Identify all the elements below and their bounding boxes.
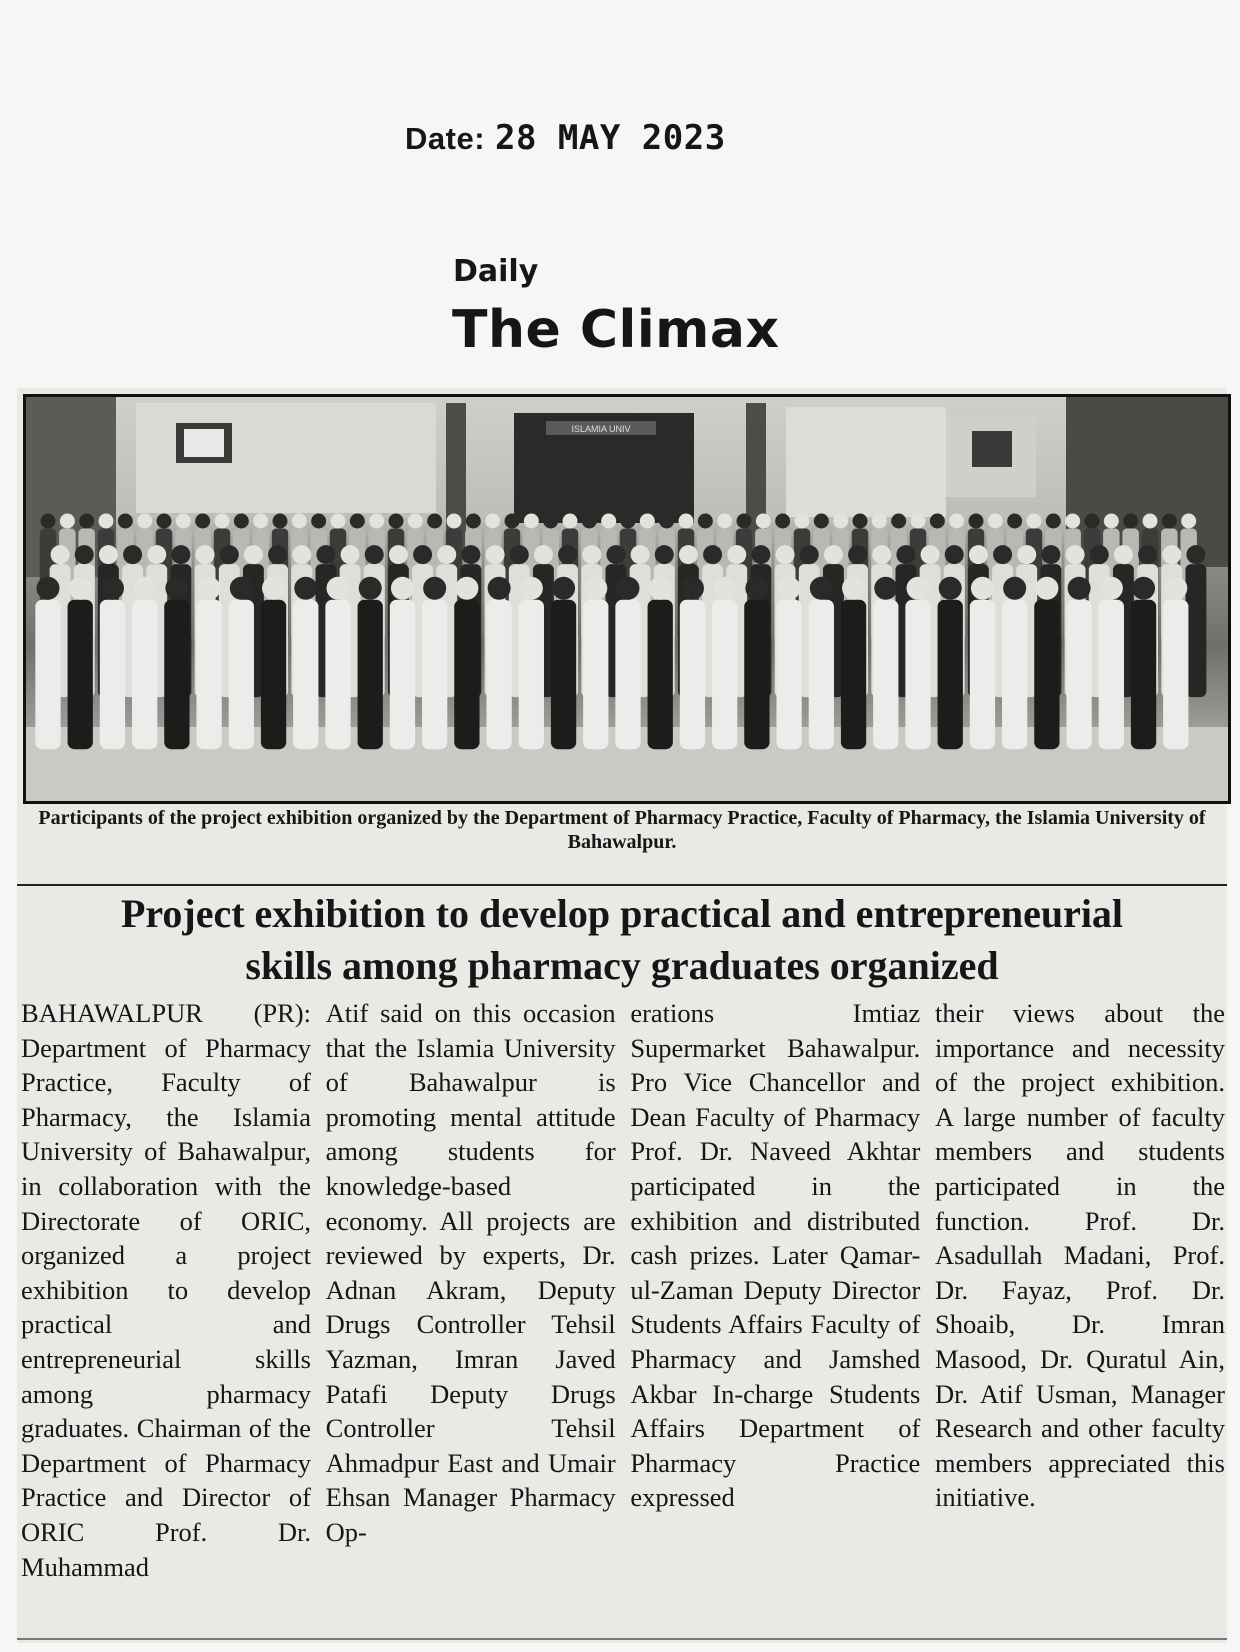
- photo-figure-head: [717, 514, 732, 529]
- article-body: [21, 996, 1225, 1584]
- photo-figure-body: [873, 600, 898, 750]
- photo-figure-head: [327, 577, 350, 600]
- photo-figure-head: [520, 577, 543, 600]
- photo-figure-body: [583, 600, 608, 750]
- photo-figure-body: [390, 600, 415, 750]
- column-1-text: BAHAWALPUR (PR): Department of Pharmacy Practice, Faculty of Pharmacy, the Islamia University of Bahawalpur, in collaboration with the Directorate of ORIC, organized a project exhibition to develop practical and entrepreneurial skills among pharmacy graduates. Chairman of the Department of Pharmacy Practice and Director of ORIC Prof. Dr. Muhammad: [21, 998, 311, 1582]
- photo-figure-head: [582, 514, 597, 529]
- photo-figure-head: [196, 545, 215, 564]
- photo-figure-head: [413, 545, 432, 564]
- photo-figure-head: [1143, 514, 1158, 529]
- photo-figure-head: [563, 514, 578, 529]
- photo-figure-head: [1162, 545, 1181, 564]
- photo-figure-head: [123, 545, 142, 564]
- photo-figure-head: [147, 545, 166, 564]
- photo-figure-head: [776, 545, 795, 564]
- photo-figure-head: [268, 545, 287, 564]
- photo-figure-body: [615, 600, 640, 750]
- photo-figure-head: [988, 514, 1003, 529]
- photo-figure-head: [69, 577, 92, 600]
- clipping-bottom-rule: [17, 1638, 1227, 1640]
- photo-figure-head: [1138, 545, 1157, 564]
- photo-figure-body: [744, 600, 769, 750]
- article-headline: [17, 888, 1227, 992]
- photo-figure-head: [737, 514, 752, 529]
- photo-figure-head: [1090, 545, 1109, 564]
- photo-figure-head: [1104, 514, 1119, 529]
- photo-figure-head: [485, 514, 500, 529]
- photo-figure-head: [703, 545, 722, 564]
- photo-figure-head: [795, 514, 810, 529]
- photo-figure-head: [391, 577, 414, 600]
- photo-figure-body: [776, 600, 801, 750]
- photo-figure-head: [842, 577, 865, 600]
- photo-figure-head: [294, 577, 317, 600]
- photo-figure-head: [51, 545, 70, 564]
- photo-figure-body: [1034, 600, 1059, 750]
- photo-figure-head: [1132, 577, 1155, 600]
- photo-figure-head: [872, 545, 891, 564]
- photo-figure-head: [679, 545, 698, 564]
- photo-figure-head: [1123, 514, 1138, 529]
- photo-figure-head: [681, 577, 704, 600]
- photo-figure-head: [824, 545, 843, 564]
- photo-figure-head: [365, 545, 384, 564]
- photo-figure-body: [229, 600, 254, 750]
- photo-figure-head: [230, 577, 253, 600]
- photo-figure-head: [775, 514, 790, 529]
- photo-figure-head: [215, 514, 230, 529]
- photo-figure-head: [311, 514, 326, 529]
- photo-figure-head: [486, 545, 505, 564]
- photo-figure-head: [584, 577, 607, 600]
- photo-figure-head: [331, 514, 346, 529]
- photo-figure-head: [833, 514, 848, 529]
- photo-figure-head: [874, 577, 897, 600]
- photo-figure-head: [1041, 545, 1060, 564]
- photo-figure-body: [454, 600, 479, 750]
- photo-figure-head: [176, 514, 191, 529]
- photo-figure-head: [292, 514, 307, 529]
- photo-figure-head: [558, 545, 577, 564]
- photo-figure-head: [655, 545, 674, 564]
- photo-figure-head: [41, 514, 56, 529]
- photo-figure-body: [551, 600, 576, 750]
- photo-figure-head: [118, 514, 133, 529]
- photo-figure-head: [713, 577, 736, 600]
- headline-line-1: Project exhibition to develop practical and entrepreneurial: [120, 891, 1124, 936]
- photo-figure-body: [680, 600, 705, 750]
- photo-figure-head: [359, 577, 382, 600]
- photo-figure-head: [389, 514, 404, 529]
- photo-figure-body: [293, 600, 318, 750]
- photo-figure-head: [872, 514, 887, 529]
- photo-figure-body: [648, 600, 673, 750]
- photo-figure-head: [79, 514, 94, 529]
- photo-figure-head: [101, 577, 124, 600]
- photo-figure-head: [969, 545, 988, 564]
- article-column-4: [935, 996, 1225, 1584]
- photo-figure-head: [727, 545, 746, 564]
- date-value: 28 MAY 2023: [495, 118, 726, 158]
- photo-figure-body: [422, 600, 447, 750]
- column-4-text: their views about the importance and necessity of the project exhibition. A large number of faculty members and students participated in the function. Prof. Dr. Asadullah Madani, Prof. Dr. Fayaz, Prof. Dr. Shoaib, Dr. Imran Masood, Dr. Quratul Ain, Dr. Atif Usman, Manager Research and other faculty members appreciated this initiative.: [934, 998, 1225, 1513]
- photo-figure-head: [930, 514, 945, 529]
- photo-figure-head: [896, 545, 915, 564]
- photo-figure-body: [35, 600, 60, 750]
- news-clipping: [17, 388, 1227, 1643]
- headline-line-2: skills among pharmacy graduates organized: [245, 943, 999, 988]
- photo-figure-body: [325, 600, 350, 750]
- photo-figure-head: [234, 514, 249, 529]
- photo-figure-head: [552, 577, 575, 600]
- photo-figure-head: [461, 545, 480, 564]
- photo-figure-head: [891, 514, 906, 529]
- photo-figure-head: [582, 545, 601, 564]
- photo-figure-head: [137, 514, 152, 529]
- photo-figure-body: [938, 600, 963, 750]
- clipping-date: [405, 118, 726, 158]
- photo-figure-body: [712, 600, 737, 750]
- photo-figure-head: [99, 545, 118, 564]
- photo-figure-head: [617, 577, 640, 600]
- photo-figure-head: [1114, 545, 1133, 564]
- photo-figure-head: [640, 514, 655, 529]
- photo-figure-head: [369, 514, 384, 529]
- photo-figure-body: [1163, 600, 1188, 750]
- photo-figure-head: [292, 545, 311, 564]
- building-sign: ISLAMIA UNIV: [571, 424, 631, 434]
- photo-caption: Participants of the project exhibition organized by the Department of Pharmacy Practice, Faculty of Pharmacy, the Islamia University of Bahawalpur.: [38, 807, 1206, 853]
- photo-figure-head: [273, 514, 288, 529]
- photo-figure-body: [1131, 600, 1156, 750]
- photo-figure-head: [408, 514, 423, 529]
- photo-figure-head: [993, 545, 1012, 564]
- photo-figure-head: [631, 545, 650, 564]
- photo-figure-head: [971, 577, 994, 600]
- photo-figure-body: [486, 600, 511, 750]
- photo-figure-head: [543, 514, 558, 529]
- newspaper-name: The Climax: [452, 300, 780, 360]
- photo-figure-head: [341, 545, 360, 564]
- photo-figure-head: [814, 514, 829, 529]
- photo-figure-body: [164, 600, 189, 750]
- photo-figure-head: [1035, 577, 1058, 600]
- photo-figure-head: [756, 514, 771, 529]
- photo-figure-head: [1164, 577, 1187, 600]
- photo-figure-head: [427, 514, 442, 529]
- photo-figure-body: [196, 600, 221, 750]
- photo-figure-head: [37, 577, 60, 600]
- photo-figure-head: [253, 514, 268, 529]
- photo-figure-head: [853, 514, 868, 529]
- photo-figure-body: [1066, 600, 1091, 750]
- photo-figure-body: [1002, 600, 1027, 750]
- photo-figure-head: [505, 514, 520, 529]
- article-column-3: [630, 996, 920, 1584]
- photo-figure-head: [1068, 577, 1091, 600]
- photo-figure-head: [621, 514, 636, 529]
- group-photo-illustration: [26, 397, 1228, 801]
- photo-figure-head: [1003, 577, 1026, 600]
- photo-figure-head: [1065, 514, 1080, 529]
- photo-figure-body: [1099, 600, 1124, 750]
- photo-figure-head: [350, 514, 365, 529]
- photo-figure-head: [1046, 514, 1061, 529]
- photo-figure-body: [261, 600, 286, 750]
- article-column-2: [326, 996, 616, 1584]
- photo-figure-head: [75, 545, 94, 564]
- photo-figure-body: [358, 600, 383, 750]
- photo-figure-head: [447, 514, 462, 529]
- photo-figure-head: [99, 514, 114, 529]
- photo-figure-head: [1186, 545, 1205, 564]
- photo-figure-head: [679, 514, 694, 529]
- date-label: Date:: [405, 121, 486, 156]
- photo-figure-head: [969, 514, 984, 529]
- photo-figure-head: [1027, 514, 1042, 529]
- photo-figure-body: [100, 600, 125, 750]
- photo-figure-head: [659, 514, 674, 529]
- photo-figure-head: [939, 577, 962, 600]
- photo-figure-head: [198, 577, 221, 600]
- photo-figure-head: [157, 514, 172, 529]
- photo-figure-head: [606, 545, 625, 564]
- photo-figure-head: [1007, 514, 1022, 529]
- group-photo: [23, 394, 1231, 804]
- photo-figure-head: [810, 577, 833, 600]
- photo-figure-head: [745, 577, 768, 600]
- photo-figure-head: [945, 545, 964, 564]
- photo-figure-head: [1017, 545, 1036, 564]
- photo-figure-head: [165, 577, 188, 600]
- photo-figure-head: [949, 514, 964, 529]
- photo-figure-head: [389, 545, 408, 564]
- photo-figure-head: [220, 545, 239, 564]
- photo-figure-body: [68, 600, 93, 750]
- photo-figure-head: [171, 545, 190, 564]
- photo-figure-head: [800, 545, 819, 564]
- photo-figure-body: [1185, 564, 1206, 697]
- photo-figure-head: [455, 577, 478, 600]
- photo-figure-body: [519, 600, 544, 750]
- article-column-1: [21, 996, 311, 1584]
- photo-figure-head: [244, 545, 263, 564]
- photo-figure-body: [905, 600, 930, 750]
- photo-figure-head: [907, 577, 930, 600]
- photo-figure-body: [970, 600, 995, 750]
- photo-figure-head: [778, 577, 801, 600]
- photo-figure-head: [848, 545, 867, 564]
- photo-figure-head: [601, 514, 616, 529]
- photo-figure-head: [437, 545, 456, 564]
- photo-figure-head: [60, 514, 75, 529]
- photo-figure-body: [809, 600, 834, 750]
- photo-figure-head: [911, 514, 926, 529]
- caption-divider: [17, 884, 1227, 886]
- photo-figure-head: [195, 514, 210, 529]
- photo-figure-head: [262, 577, 285, 600]
- column-3-text: erations Imtiaz Supermarket Bahawalpur. Pro Vice Chancellor and Dean Faculty of Pharmacy Prof. Dr. Naveed Akhtar participated in the exhibition and distributed cash prizes. Later Qamar-ul-Zaman Deputy Director Students Affairs Faculty of Pharmacy and Jamshed Akbar In-charge Students Affairs Department of Pharmacy Practice expressed: [630, 998, 921, 1513]
- column-2-text: Atif said on this occasion that the Islamia University of Bahawalpur is promoting mental attitude among students for knowledge-based economy. All projects are reviewed by experts, Dr. Adnan Akram, Deputy Drugs Controller Tehsil Yazman, Imran Javed Patafi Deputy Drugs Controller Tehsil Ahmadpur East and Umair Ehsan Manager Pharmacy Op-: [325, 998, 616, 1547]
- photo-figure-head: [1162, 514, 1177, 529]
- photo-figure-head: [1085, 514, 1100, 529]
- photo-figure-head: [649, 577, 672, 600]
- photo-figure-head: [133, 577, 156, 600]
- photo-figure-head: [534, 545, 553, 564]
- photo-figure-head: [751, 545, 770, 564]
- photo-figure-head: [1100, 577, 1123, 600]
- photo-figure-head: [488, 577, 511, 600]
- photo-figure-head: [510, 545, 529, 564]
- photo-figure-head: [921, 545, 940, 564]
- photo-figure-head: [466, 514, 481, 529]
- newspaper-subtitle: Daily: [453, 254, 539, 289]
- photo-figure-body: [132, 600, 157, 750]
- photo-figure-head: [1066, 545, 1085, 564]
- photo-figure-head: [316, 545, 335, 564]
- photo-figure-body: [841, 600, 866, 750]
- photo-figure-head: [1181, 514, 1196, 529]
- photo-figure-head: [423, 577, 446, 600]
- photo-figure-head: [524, 514, 539, 529]
- photo-figure-head: [698, 514, 713, 529]
